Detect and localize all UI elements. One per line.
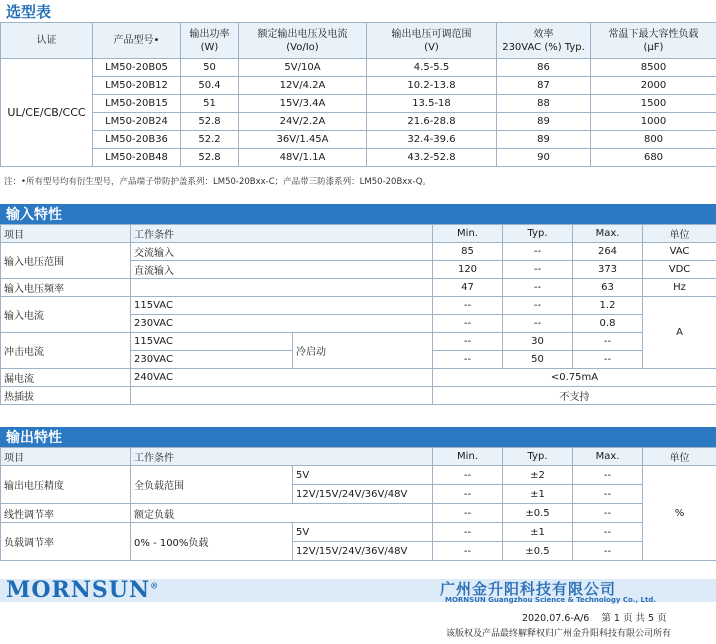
typ-cell: 30: [503, 333, 573, 351]
typ-cell: --: [503, 261, 573, 279]
adjust-range-cell: 32.4-39.6: [367, 131, 497, 149]
min-cell: --: [433, 542, 503, 561]
min-cell: --: [433, 315, 503, 333]
cap-load-cell: 800: [591, 131, 716, 149]
rated-output-cell: 48V/1.1A: [239, 149, 367, 167]
leakage-value: <0.75mA: [433, 369, 716, 387]
output-spec-table: [0, 447, 716, 561]
table-row: [1, 113, 716, 131]
inrush-current-label: 冲击电流: [1, 333, 131, 369]
voltage-cell: 5V: [293, 523, 433, 542]
hot-plug-value: 不支持: [433, 387, 716, 405]
output-section-title: [0, 427, 716, 447]
cap-load-cell: 1500: [591, 95, 716, 113]
model-cell: LM50-20B15: [93, 95, 181, 113]
efficiency-cell: 88: [497, 95, 591, 113]
col-header-adjust-range: 输出电压可调范围 (V): [367, 23, 497, 59]
max-cell: 63: [573, 279, 643, 297]
table-row: [1, 59, 716, 77]
unit-cell: %: [643, 466, 716, 561]
min-cell: --: [433, 297, 503, 315]
col-header-min: Min.: [433, 225, 503, 243]
load-regulation-label: 负载调节率: [1, 523, 131, 561]
unit-cell: A: [643, 297, 716, 369]
table-row: [1, 369, 716, 387]
company-name-cn: 广州金升阳科技有限公司: [440, 580, 617, 598]
selection-table: [0, 22, 716, 167]
condition-cell: 230VAC: [131, 351, 293, 369]
model-cell: LM50-20B12: [93, 77, 181, 95]
mornsun-logo: MORNSUN®: [6, 577, 160, 603]
cap-load-cell: 680: [591, 149, 716, 167]
efficiency-cell: 87: [497, 77, 591, 95]
condition-cell: 230VAC: [131, 315, 433, 333]
typ-cell: 50: [503, 351, 573, 369]
efficiency-cell: 89: [497, 113, 591, 131]
col-header-unit: 单位: [643, 225, 716, 243]
typ-cell: --: [503, 315, 573, 333]
max-cell: --: [573, 485, 643, 504]
efficiency-cell: 90: [497, 149, 591, 167]
typ-cell: --: [503, 243, 573, 261]
condition-cell: 直流输入: [131, 261, 433, 279]
max-cell: --: [573, 351, 643, 369]
table-row: [1, 466, 716, 485]
model-cell: LM50-20B05: [93, 59, 181, 77]
col-header-max: Max.: [573, 448, 643, 466]
copyright-notice: 该版权及产品最终解释权归广州金升阳科技有限公司所有: [446, 629, 672, 639]
version-page-info: 2020.07.6-A/6 第 1 页 共 5 页: [522, 613, 667, 624]
input-range-label: 输入电压范围: [1, 243, 131, 279]
min-cell: --: [433, 485, 503, 504]
table-row: [1, 149, 716, 167]
input-title-text: 输入特性: [6, 207, 62, 223]
adjust-range-cell: 43.2-52.8: [367, 149, 497, 167]
model-cell: LM50-20B48: [93, 149, 181, 167]
power-cell: 52.8: [181, 149, 239, 167]
selection-title-text: 选型表: [6, 2, 52, 21]
min-cell: --: [433, 333, 503, 351]
col-header-min: Min.: [433, 448, 503, 466]
line-regulation-label: 线性调节率: [1, 504, 131, 523]
table-row: [1, 279, 716, 297]
condition-cell: 0% - 100%负载: [131, 523, 293, 561]
input-section-title: [0, 204, 716, 224]
cap-load-cell: 1000: [591, 113, 716, 131]
table-row: [1, 523, 716, 542]
table-row: [1, 333, 716, 351]
model-cell: LM50-20B24: [93, 113, 181, 131]
accuracy-label: 输出电压精度: [1, 466, 131, 504]
max-cell: 1.2: [573, 297, 643, 315]
power-cell: 52.2: [181, 131, 239, 149]
col-header-max: Max.: [573, 225, 643, 243]
col-header-typ: Typ.: [503, 448, 573, 466]
input-spec-table: [0, 224, 716, 405]
power-cell: 52.8: [181, 113, 239, 131]
selection-note: 注：•所有型号均有衍生型号，产品端子带防护盖系列：LM50-20Bxx-C；产品带三防漆系列：LM50-20Bxx-Q。: [4, 177, 431, 187]
table-row: [1, 504, 716, 523]
rated-output-cell: 36V/1.45A: [239, 131, 367, 149]
input-current-label: 输入电流: [1, 297, 131, 333]
voltage-cell: 5V: [293, 466, 433, 485]
power-cell: 51: [181, 95, 239, 113]
min-cell: --: [433, 466, 503, 485]
max-cell: --: [573, 542, 643, 561]
model-cell: LM50-20B36: [93, 131, 181, 149]
rated-output-cell: 15V/3.4A: [239, 95, 367, 113]
table-row: [1, 243, 716, 261]
unit-cell: VDC: [643, 261, 716, 279]
typ-cell: ±1: [503, 523, 573, 542]
output-title-text: 输出特性: [6, 430, 62, 446]
selection-section-title: [0, 0, 716, 22]
col-header-power: 输出功率 (W): [181, 23, 239, 59]
rated-output-cell: 24V/2.2A: [239, 113, 367, 131]
cold-start-cell: 冷启动: [293, 333, 433, 369]
typ-cell: ±0.5: [503, 504, 573, 523]
table-row: [1, 77, 716, 95]
table-row: [1, 131, 716, 149]
condition-cell: 额定负载: [131, 504, 433, 523]
condition-cell: 115VAC: [131, 333, 293, 351]
efficiency-cell: 86: [497, 59, 591, 77]
table-row: [1, 387, 716, 405]
typ-cell: ±2: [503, 466, 573, 485]
col-header-item: 项目: [1, 225, 131, 243]
rated-output-cell: 12V/4.2A: [239, 77, 367, 95]
col-header-model: 产品型号•: [93, 23, 181, 59]
max-cell: 373: [573, 261, 643, 279]
efficiency-cell: 89: [497, 131, 591, 149]
power-cell: 50.4: [181, 77, 239, 95]
col-header-efficiency: 效率 230VAC (%) Typ.: [497, 23, 591, 59]
typ-cell: --: [503, 297, 573, 315]
col-header-unit: 单位: [643, 448, 716, 466]
unit-cell: VAC: [643, 243, 716, 261]
company-name-en: MORNSUN Guangzhou Science & Technology Co., Ltd.: [445, 596, 657, 604]
min-cell: 120: [433, 261, 503, 279]
col-header-typ: Typ.: [503, 225, 573, 243]
typ-cell: ±0.5: [503, 542, 573, 561]
cap-load-cell: 2000: [591, 77, 716, 95]
voltage-cell: 12V/15V/24V/36V/48V: [293, 485, 433, 504]
condition-cell: 240VAC: [131, 369, 433, 387]
col-header-item: 项目: [1, 448, 131, 466]
col-header-cap-load: 常温下最大容性负载 (µF): [591, 23, 716, 59]
freq-label: 输入电压频率: [1, 279, 131, 297]
condition-cell: [131, 387, 433, 405]
cap-load-cell: 8500: [591, 59, 716, 77]
col-header-cert: 认证: [1, 23, 93, 59]
max-cell: 0.8: [573, 315, 643, 333]
leakage-label: 漏电流: [1, 369, 131, 387]
min-cell: --: [433, 523, 503, 542]
adjust-range-cell: 4.5-5.5: [367, 59, 497, 77]
cert-cell: UL/CE/CB/CCC: [1, 59, 93, 167]
max-cell: --: [573, 333, 643, 351]
power-cell: 50: [181, 59, 239, 77]
table-row: [1, 297, 716, 315]
condition-cell: 115VAC: [131, 297, 433, 315]
min-cell: --: [433, 504, 503, 523]
adjust-range-cell: 21.6-28.8: [367, 113, 497, 131]
hot-plug-label: 热插拔: [1, 387, 131, 405]
condition-cell: 全负载范围: [131, 466, 293, 504]
condition-cell: [131, 279, 433, 297]
adjust-range-cell: 10.2-13.8: [367, 77, 497, 95]
min-cell: 47: [433, 279, 503, 297]
rated-output-cell: 5V/10A: [239, 59, 367, 77]
col-header-condition: 工作条件: [131, 448, 433, 466]
unit-cell: Hz: [643, 279, 716, 297]
col-header-condition: 工作条件: [131, 225, 433, 243]
min-cell: --: [433, 351, 503, 369]
max-cell: --: [573, 466, 643, 485]
voltage-cell: 12V/15V/24V/36V/48V: [293, 542, 433, 561]
max-cell: --: [573, 504, 643, 523]
adjust-range-cell: 13.5-18: [367, 95, 497, 113]
max-cell: 264: [573, 243, 643, 261]
typ-cell: ±1: [503, 485, 573, 504]
typ-cell: --: [503, 279, 573, 297]
min-cell: 85: [433, 243, 503, 261]
max-cell: --: [573, 523, 643, 542]
table-row: [1, 95, 716, 113]
condition-cell: 交流输入: [131, 243, 433, 261]
col-header-rated-output: 额定输出电压及电流 (Vo/Io): [239, 23, 367, 59]
